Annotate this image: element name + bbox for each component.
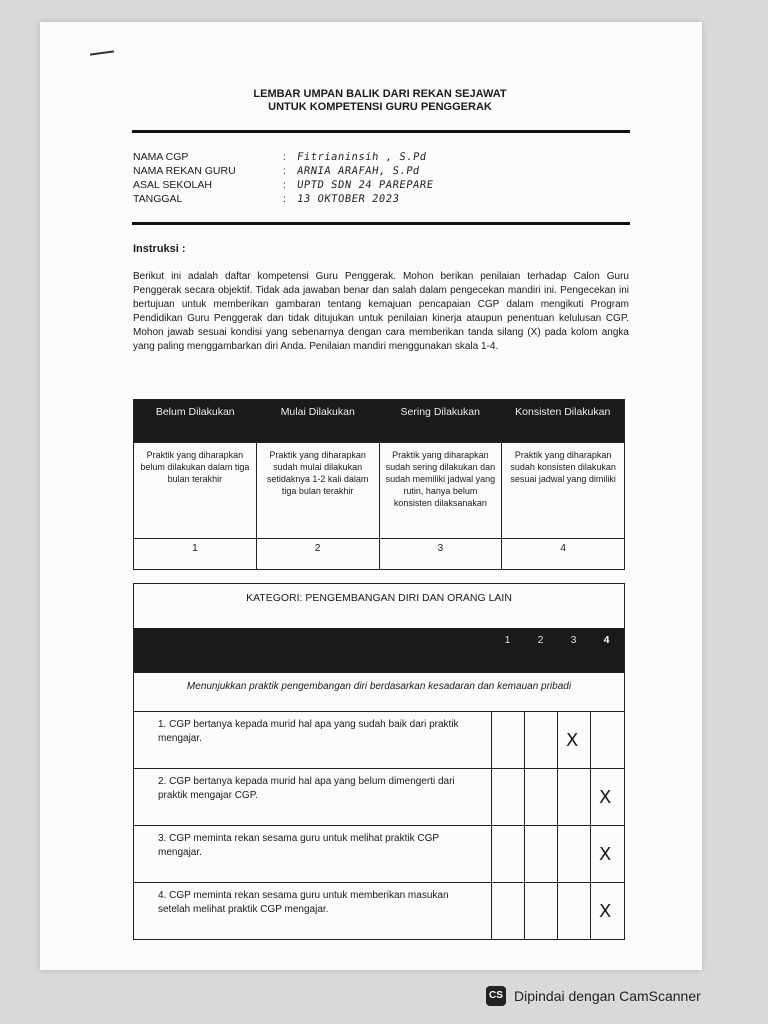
- title-line-2: UNTUK KOMPETENSI GURU PENGGERAK: [268, 101, 492, 113]
- rating-cell-4[interactable]: [591, 826, 624, 882]
- column-number: 3: [570, 634, 577, 646]
- rating-cell-2[interactable]: [525, 769, 558, 825]
- info-colon: :: [283, 179, 286, 191]
- info-value: ARNIA ARAFAH, S.Pd: [296, 165, 421, 177]
- column-number: 2: [537, 634, 544, 646]
- rating-cell-3[interactable]: [558, 826, 591, 882]
- category-subtitle: Menunjukkan praktik pengembangan diri berdasarkan kesadaran dan kemauan pribadi: [134, 672, 624, 711]
- table-row: [134, 825, 624, 882]
- scale-number: 1: [192, 543, 198, 554]
- rating-cell-4[interactable]: [591, 712, 624, 768]
- info-colon: :: [283, 165, 286, 177]
- info-label: NAMA CGP: [133, 151, 189, 163]
- scale-number-row: [134, 538, 624, 569]
- category-header-row: [134, 628, 624, 672]
- middle-rule: [132, 222, 630, 225]
- info-row-sekolah: [133, 178, 433, 192]
- identity-block: [133, 150, 433, 206]
- scale-description: Praktik yang diharapkan sudah mulai dilakukan setidaknya 1-2 kali dalam tiga bulan terakhir: [256, 443, 379, 538]
- scale-description: Praktik yang diharapkan sudah sering dilakukan dan sudah memiliki jadwal yang rutin, hanya belum konsisten dilaksanakan: [379, 443, 502, 538]
- instructions-heading: Instruksi :: [133, 243, 186, 255]
- info-label: TANGGAL: [133, 193, 183, 205]
- scale-description: Praktik yang diharapkan belum dilakukan dalam tiga bulan terakhir: [140, 450, 250, 484]
- category-items: [134, 711, 624, 939]
- cross-mark: X: [599, 844, 612, 865]
- table-row: [134, 711, 624, 768]
- rating-cell-3[interactable]: [558, 883, 591, 939]
- statement-text: 2. CGP bertanya kepada murid hal apa yang belum dimengerti dari praktik mengajar CGP.: [134, 769, 492, 825]
- rating-scale-table: [133, 399, 625, 570]
- scale-header: Sering Dilakukan: [400, 406, 480, 418]
- statement-text: 4. CGP meminta rekan sesama guru untuk memberikan masukan setelah melihat praktik CGP mengajar.: [134, 883, 492, 939]
- rating-cell-2[interactable]: [525, 712, 558, 768]
- cross-mark: X: [599, 787, 612, 808]
- info-label: ASAL SEKOLAH: [133, 179, 212, 191]
- title-line-1: LEMBAR UMPAN BALIK DARI REKAN SEJAWAT: [253, 88, 507, 100]
- info-label: NAMA REKAN GURU: [133, 165, 236, 177]
- scale-number: 3: [379, 539, 502, 569]
- category-title: KATEGORI: PENGEMBANGAN DIRI DAN ORANG LAIN: [246, 592, 512, 604]
- scale-number: 4: [501, 539, 624, 569]
- info-row-tanggal: [133, 192, 433, 206]
- info-value: 13 OKTOBER 2023: [296, 193, 401, 205]
- rating-cell-3[interactable]: [558, 769, 591, 825]
- info-row-rekan: [133, 164, 433, 178]
- column-number: 4: [603, 634, 610, 646]
- watermark-text: Dipindai dengan CamScanner: [514, 988, 701, 1004]
- rating-cell-2[interactable]: [525, 826, 558, 882]
- scale-description: Praktik yang diharapkan sudah konsisten dilakukan sesuai jadwal yang dimiliki: [501, 443, 624, 538]
- statement-text: 1. CGP bertanya kepada murid hal apa yang sudah baik dari praktik mengajar.: [134, 712, 492, 768]
- info-colon: :: [283, 193, 286, 205]
- document-title: [180, 88, 580, 114]
- scale-header: Konsisten Dilakukan: [515, 406, 611, 418]
- top-rule: [132, 130, 630, 133]
- info-value: Fitrianinsih , S.Pd: [296, 151, 428, 163]
- camscanner-watermark: [486, 986, 701, 1006]
- camscanner-logo-icon: CS: [486, 986, 506, 1006]
- rating-cell-1[interactable]: [492, 769, 525, 825]
- scale-header: Mulai Dilakukan: [280, 406, 355, 418]
- rating-cell-4[interactable]: [591, 769, 624, 825]
- rating-cell-1[interactable]: [492, 826, 525, 882]
- rating-cell-2[interactable]: [525, 883, 558, 939]
- instructions-text: Berikut ini adalah daftar kompetensi Guru Penggerak. Mohon berikan penilaian terhadap Calon Guru Penggerak secara objektif. Tidak ada jawaban benar dan salah dalam pengecekan mandiri ini. Pengecekan ini bertujuan untuk memberikan gambaran tentang kemajuan pencapaian CGP dalam mengikuti Program Pendidikan Guru Penggerak dan tidak ditujukan untuk penilaian kinerja ataupun penentuan kelulusan CGP. Mohon jawab sesuai kondisi yang sebenarnya dengan cara memberikan tanda silang (X) pada kolom angka yang paling menggambarkan diri Anda. Penilaian mandiri menggunakan skala 1-4.: [133, 271, 629, 352]
- info-value: UPTD SDN 24 PAREPARE: [296, 179, 435, 191]
- scale-description-row: [134, 442, 624, 538]
- cross-mark: X: [566, 730, 579, 751]
- scale-header-row: [134, 400, 624, 442]
- statement-text: 3. CGP meminta rekan sesama guru untuk melihat praktik CGP mengajar.: [134, 826, 492, 882]
- column-number: 1: [504, 634, 511, 646]
- scale-header: Belum Dilakukan: [155, 406, 235, 418]
- table-row: [134, 768, 624, 825]
- rating-cell-4[interactable]: [591, 883, 624, 939]
- rating-cell-3[interactable]: [558, 712, 591, 768]
- category-table: [133, 583, 625, 940]
- scale-number: 2: [256, 539, 379, 569]
- info-row-cgp: [133, 150, 433, 164]
- table-row: [134, 882, 624, 939]
- cross-mark: X: [599, 901, 612, 922]
- info-colon: :: [283, 151, 286, 163]
- rating-cell-1[interactable]: [492, 883, 525, 939]
- rating-cell-1[interactable]: [492, 712, 525, 768]
